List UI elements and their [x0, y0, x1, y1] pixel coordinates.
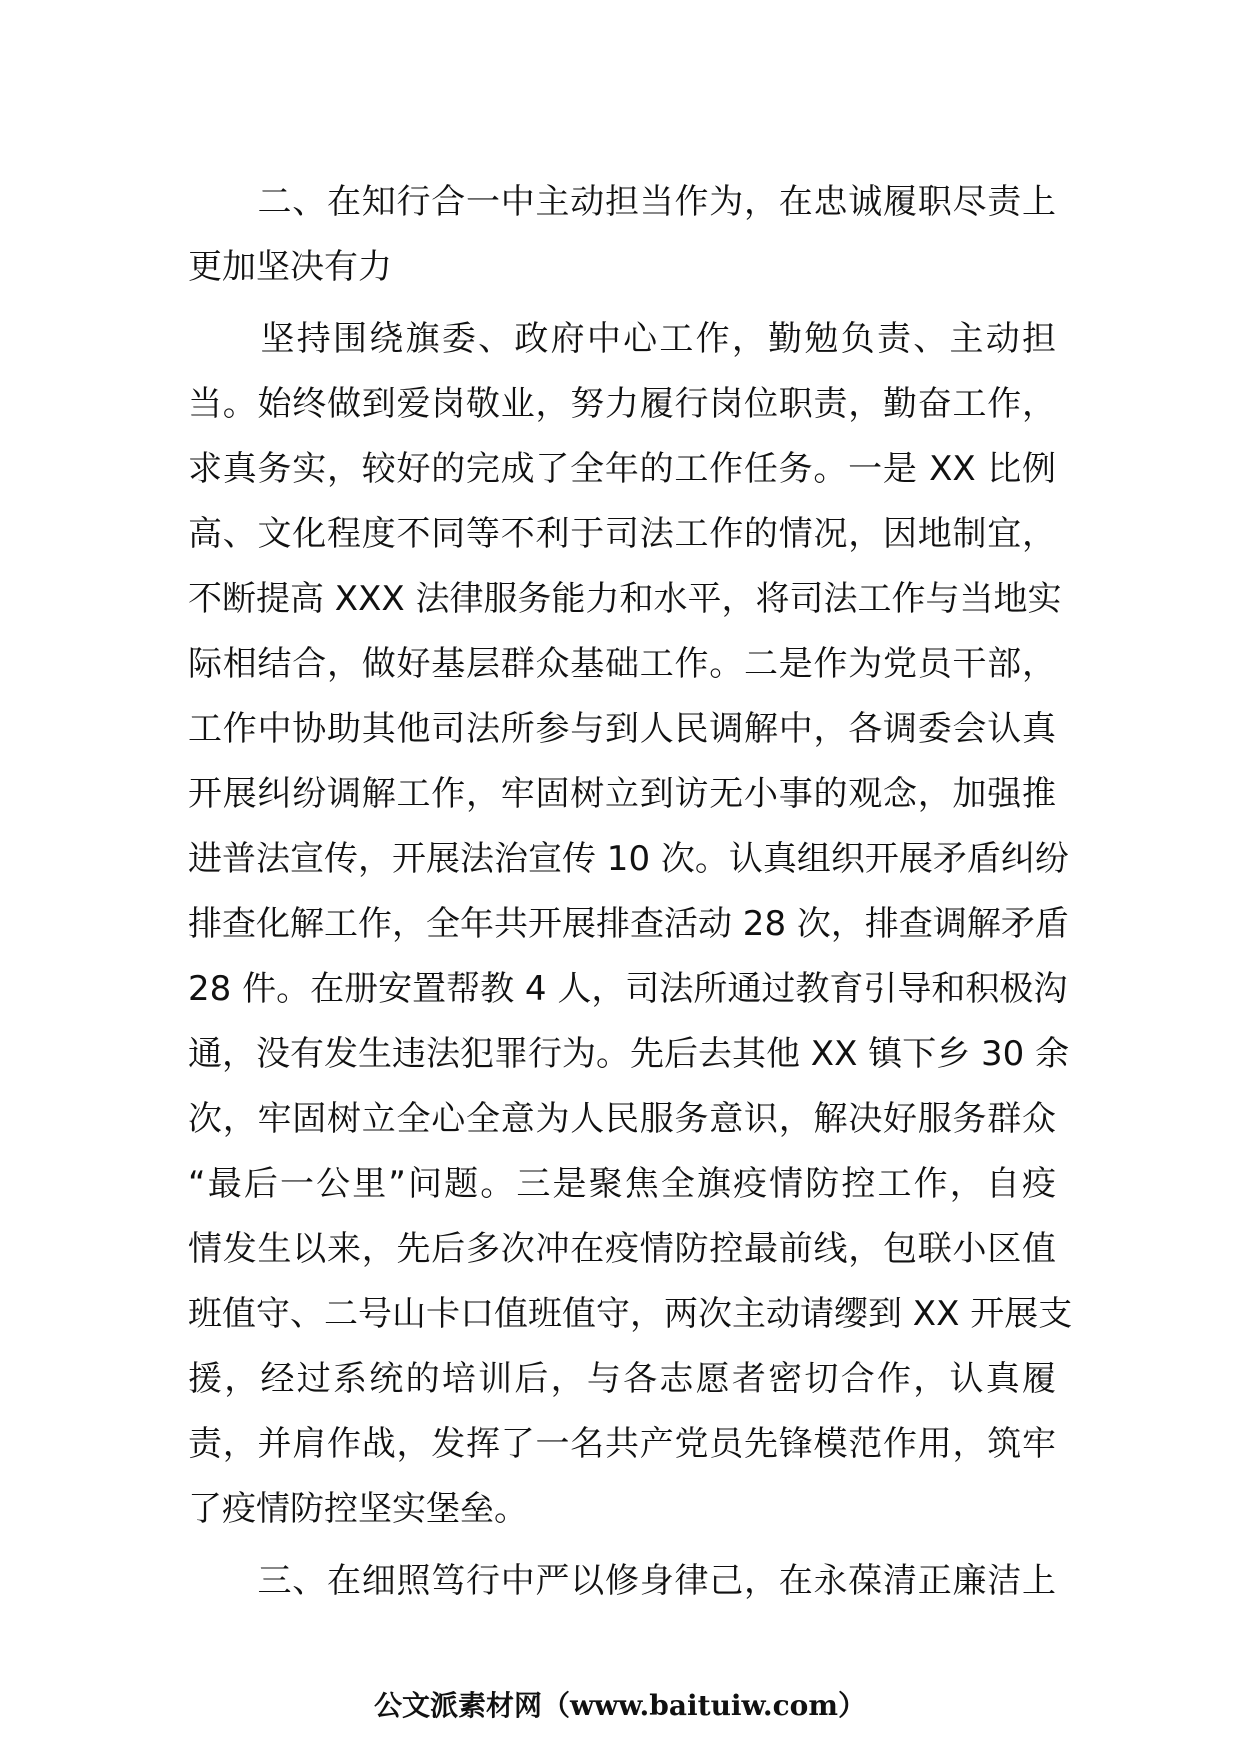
body-line: 28 件。在册安置帮教 4 人，司法所通过教育引导和积极沟 [188, 969, 1068, 1009]
body-line: 次，牢固树立全心全意为人民服务意识，解决好服务群众 [188, 1099, 1056, 1139]
section-heading-3: 三、在细照笃行中严以修身律己，在永葆清正廉洁上 [188, 1561, 1056, 1601]
body-line: 情发生以来，先后多次冲在疫情防控最前线，包联小区值 [188, 1229, 1056, 1269]
footer-watermark-text: 公文派素材网（www.baituiw.com） [374, 1689, 866, 1722]
body-line: 工作中协助其他司法所参与到人民调解中，各调委会认真 [188, 709, 1056, 749]
body-line: 班值守、二号山卡口值班值守，两次主动请缨到 XX 开展支 [188, 1294, 1073, 1334]
paragraph-gap [188, 300, 1056, 307]
body-line: 际相结合，做好基层群众基础工作。二是作为党员干部， [188, 644, 1056, 684]
body-line: 进普法宣传，开展法治宣传 10 次。认真组织开展矛盾纠纷 [188, 839, 1069, 879]
body-line: 排查化解工作，全年共开展排查活动 28 次，排查调解矛盾 [188, 904, 1069, 944]
body-line: 求真务实，较好的完成了全年的工作任务。一是 XX 比例 [188, 449, 1056, 489]
body-line: 坚持围绕旗委、政府中心工作，勤勉负责、主动担 [188, 319, 1056, 359]
body-line-last: 了疫情防控坚实堡垒。 [188, 1489, 528, 1529]
body-line: “最后一公里”问题。三是聚焦全旗疫情防控工作，自疫 [188, 1164, 1056, 1204]
body-line: 不断提高 XXX 法律服务能力和水平，将司法工作与当地实 [188, 579, 1062, 619]
body-line: 开展纠纷调解工作，牢固树立到访无小事的观念，加强推 [188, 774, 1056, 814]
body-line: 高、文化程度不同等不利于司法工作的情况，因地制宜， [188, 514, 1056, 554]
body-line: 通，没有发生违法犯罪行为。先后去其他 XX 镇下乡 30 余 [188, 1034, 1070, 1074]
body-line: 责，并肩作战，发挥了一名共产党员先锋模范作用，筑牢 [188, 1424, 1056, 1464]
paragraph-gap [188, 1542, 1056, 1549]
body-line: 当。始终做到爱岗敬业，努力履行岗位职责，勤奋工作， [188, 384, 1056, 424]
section-heading-2: 二、在知行合一中主动担当作为，在忠诚履职尽责上 [188, 182, 1056, 222]
document-body [188, 170, 1073, 1614]
section-heading-2-cont: 更加坚决有力 [188, 247, 392, 287]
body-line: 援，经过系统的培训后，与各志愿者密切合作，认真履 [188, 1359, 1056, 1399]
